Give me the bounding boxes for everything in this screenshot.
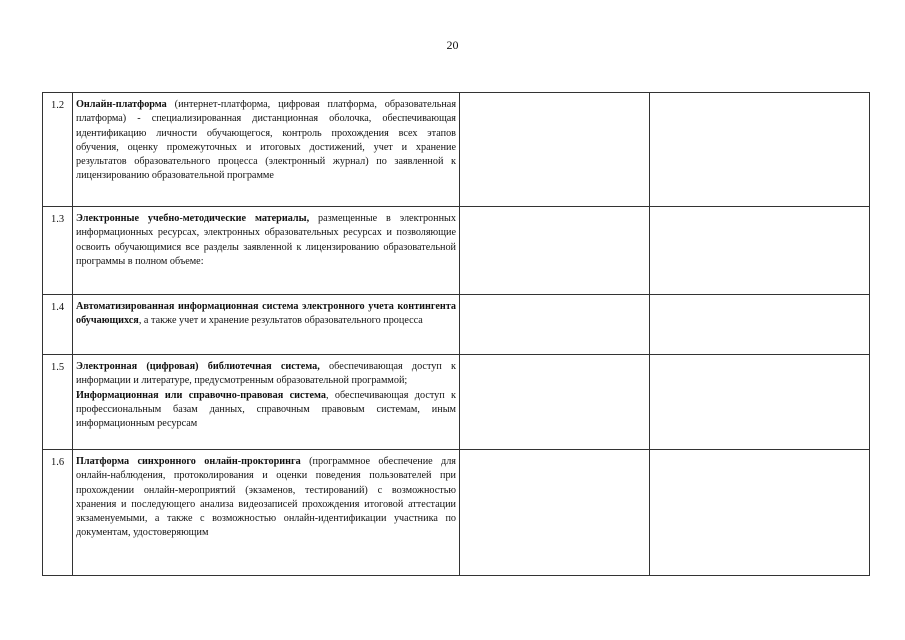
empty-cell[interactable] (460, 207, 650, 295)
row-number: 1.6 (43, 450, 73, 576)
row-title: Электронные учебно-методические материалы, (76, 213, 310, 224)
row-description (73, 450, 460, 576)
table-row (43, 450, 870, 576)
row-number: 1.2 (43, 93, 73, 207)
table-row (43, 93, 870, 207)
license-requirements-table (42, 92, 870, 576)
row-number: 1.4 (43, 295, 73, 355)
row-title: Платформа синхронного онлайн-прокторинга (76, 456, 301, 467)
table-row (43, 355, 870, 450)
empty-cell[interactable] (460, 355, 650, 450)
page-number: 20 (446, 38, 459, 52)
empty-cell[interactable] (460, 450, 650, 576)
table-row (43, 295, 870, 355)
row-text: размещенные в электронных информационных ресурсах, электронных образовательных ресурсах и позволяющие освоить обучающимися все разделы заявленной к лицензированию образовательной программы в полном объеме: (76, 213, 456, 267)
row-text: (интернет-платформа, цифровая платформа, образовательная платформа) - специализированная дистанционная оболочка, обеспечивающая идентификацию личности обучающегося, контроль прохождения всех этапов обучения, оценку промежуточных и итоговых достижений, учет и хранение результатов образовательного процесса (электронный журнал) по заявленной к лицензированию образовательной программе (76, 99, 456, 182)
row-title: Электронная (цифровая) библиотечная система, (76, 361, 320, 372)
empty-cell[interactable] (650, 295, 870, 355)
empty-cell[interactable] (650, 93, 870, 207)
row-title: Автоматизированная информационная система электронного учета контингента обучающихся (76, 301, 456, 327)
row-description (73, 295, 460, 355)
empty-cell[interactable] (460, 93, 650, 207)
row-text: , а также учет и хранение результатов образовательного процесса (138, 315, 423, 327)
row-title: Онлайн-платформа (76, 99, 167, 110)
empty-cell[interactable] (650, 450, 870, 576)
row-description (73, 355, 460, 450)
row-title-secondary: Информационная или справочно-правовая система (76, 389, 326, 401)
empty-cell[interactable] (460, 295, 650, 355)
row-description (73, 207, 460, 295)
row-text: обеспечивающая доступ к информации и литературе, предусмотренным образовательной программой; (76, 361, 456, 387)
row-text-secondary: , обеспечивающая доступ к профессиональным базам данных, справочным правовым системам, иным информационным ресурсам (76, 389, 456, 430)
row-number: 1.3 (43, 207, 73, 295)
row-description (73, 93, 460, 207)
empty-cell[interactable] (650, 207, 870, 295)
empty-cell[interactable] (650, 355, 870, 450)
table-row (43, 207, 870, 295)
row-number: 1.5 (43, 355, 73, 450)
row-text: (программное обеспечение для онлайн-наблюдения, протоколирования и оценки поведения пользователей при прохождении онлайн-мероприятий (экзаменов, тестирований) с возможностью хранения и последующего анализа видеозаписей прохождения итоговой аттестации экзаменуемыми, а также с возможностью онлайн-идентификации участника по документам, удостоверяющим (76, 456, 456, 539)
